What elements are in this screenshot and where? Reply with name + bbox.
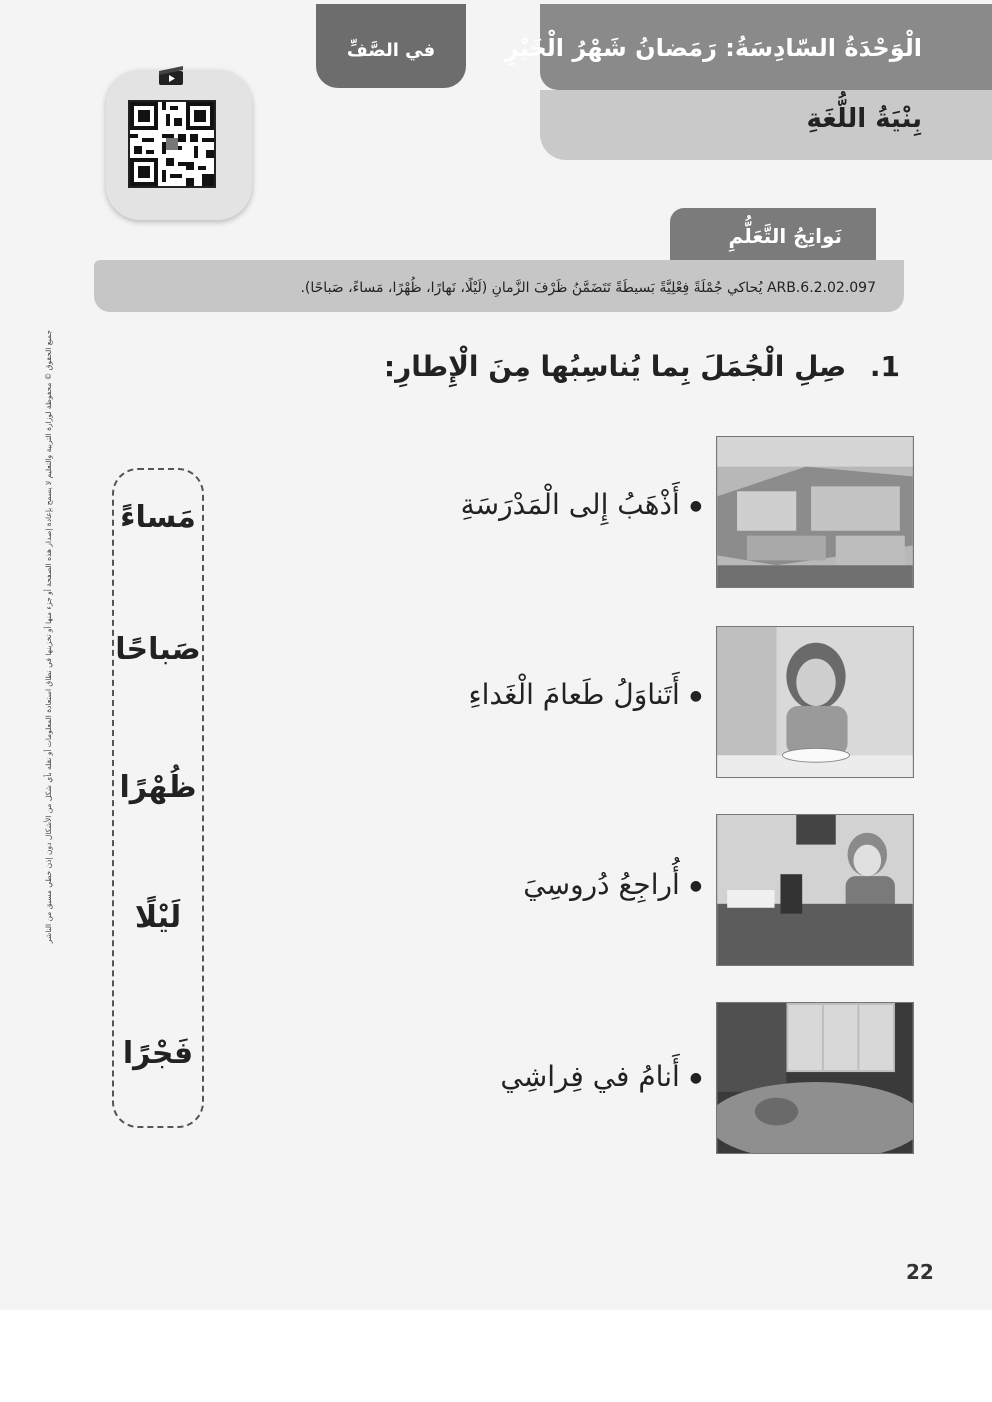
section-title: بِنْيَةُ اللُّغَةِ [806, 104, 922, 134]
sentence-item[interactable] [468, 678, 702, 711]
school-photo [716, 436, 914, 588]
bullet: ● [689, 688, 702, 704]
outcomes-label: نَواتِجُ التَّعَلُّمِ [728, 224, 842, 248]
class-label: في الصَّفِّ [346, 40, 436, 61]
sentence-item[interactable] [461, 488, 702, 521]
sentence-text: أَذْهَبُ إِلى الْمَدْرَسَةِ [460, 488, 680, 521]
bullet: ● [689, 1070, 702, 1086]
section-header-bar [540, 90, 992, 160]
sleep-photo [716, 1002, 914, 1154]
sentence-text: أُراجِعُ دُروسِيَ [523, 868, 680, 901]
sentence-text: أَنامُ في فِراشِي [500, 1060, 680, 1093]
sentence-item[interactable] [500, 1060, 702, 1093]
question-number: 1. [869, 350, 900, 383]
word-option[interactable]: صَباحًا [115, 632, 201, 667]
video-clapper-icon [157, 64, 185, 86]
bullet: ● [689, 878, 702, 894]
bullet: ● [689, 498, 702, 514]
word-option[interactable]: ظُهْرًا [119, 770, 197, 805]
lunch-photo [716, 626, 914, 778]
sentence-text: أَتَناوَلُ طَعامَ الْغَداءِ [468, 678, 680, 711]
sentence-item[interactable] [523, 868, 702, 901]
word-option[interactable]: مَساءً [120, 500, 196, 535]
study-photo [716, 814, 914, 966]
qr-code[interactable] [128, 100, 216, 188]
page-number: 22 [906, 1260, 934, 1284]
page-margin [0, 1310, 992, 1402]
question-text: صِلِ الْجُمَلَ بِما يُناسِبُها مِنَ الْإِطارِ: [383, 350, 847, 383]
outcomes-text: ARB.6.2.02.097 يُحاكي جُمْلَةً فِعْلِيَّةً بَسيطَةً تَتَضَمَّنُ ظَرْفَ الزَّمانِ (لَيْلًا، نَهارًا، ظُهْرًا، مَساءً، صَباحًا). [300, 280, 876, 296]
unit-title: الْوَحْدَةُ السّادِسَةُ: رَمَضانُ شَهْرُ الْخَيْرِ [504, 34, 922, 62]
copyright-text: جميع الحقوق © محفوظة لوزارة التربية والتعليم لا يسمح بإعادة إصدار هذه الصفحة أو جزء منها أو تخزينها في نطاق استعادة المعلومات أو نقله بأي شكل من الأشكال دون إذن خطي مسبق من الناشر [44, 330, 53, 944]
question-heading [384, 350, 900, 383]
word-option[interactable]: فَجْرًا [122, 1036, 194, 1071]
copyright-note [44, 330, 60, 1030]
word-option[interactable]: لَيْلًا [134, 900, 182, 935]
